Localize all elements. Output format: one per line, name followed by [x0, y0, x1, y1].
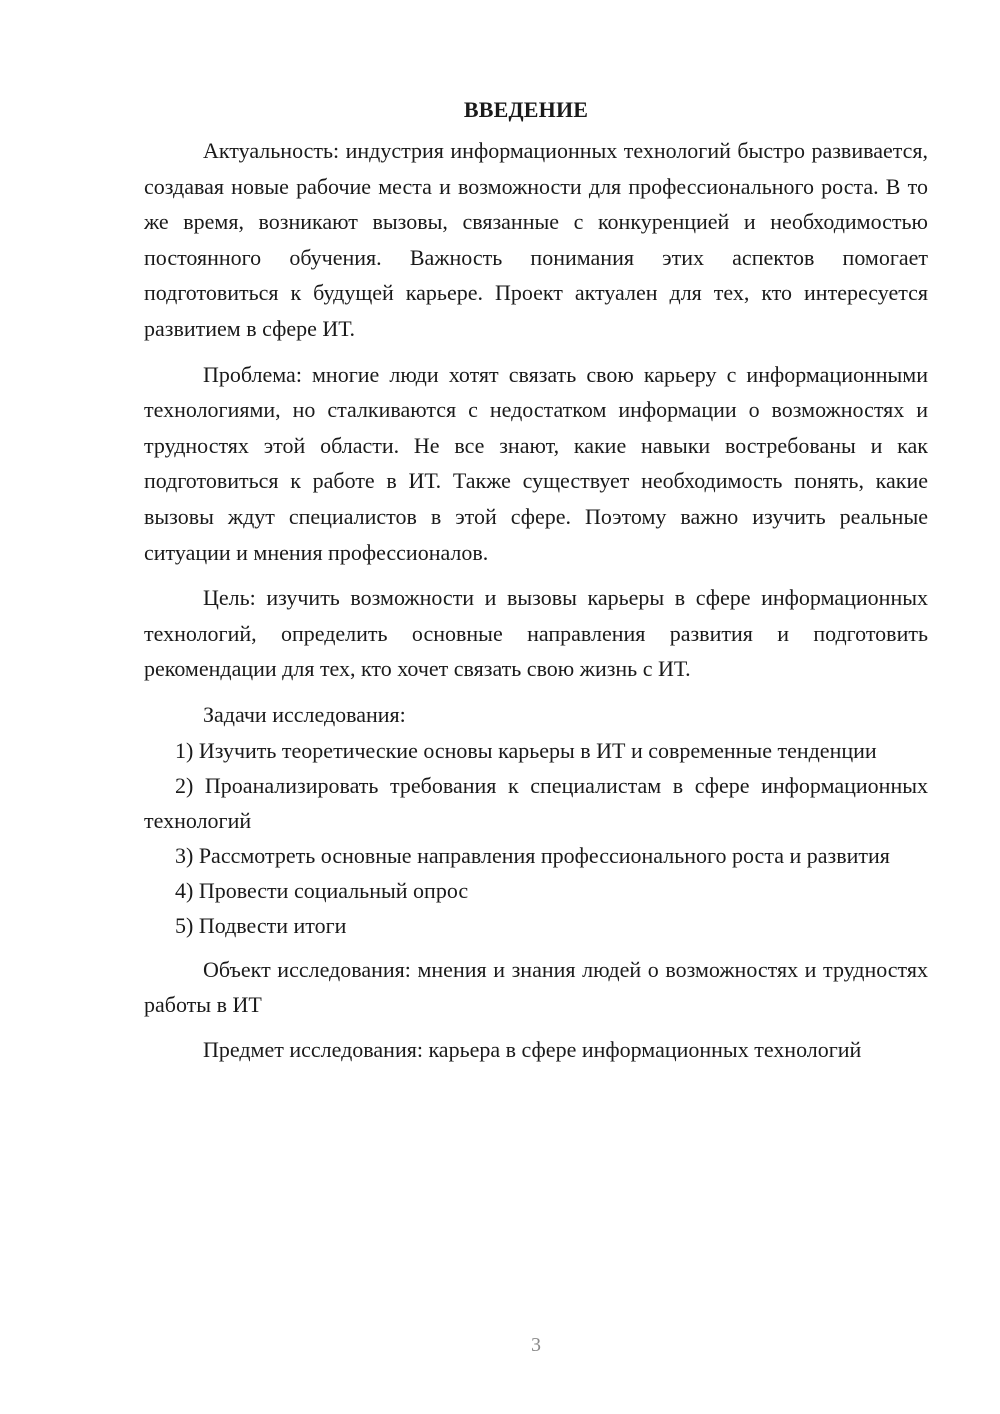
- task-item: 1) Изучить теоретические основы карьеры в ИТ и современные тенденции: [175, 737, 877, 763]
- subject-paragraph: Предмет исследования: карьера в сфере информационных технологий: [203, 1036, 862, 1062]
- problem-paragraph: Проблема: многие люди хотят связать свою карьеру с информационными технологиями, но сталкиваются с недостатком информации о возможностях и трудностях этой области. Не все знают, какие навыки востребованы и как подготовиться к работе в ИТ. Также существует необходимость понять, какие вызовы ждут специалистов в этой сфере. Поэтому важно изучить реальные ситуации и мнения профессионалов.: [144, 361, 928, 565]
- tasks-list: [144, 733, 928, 943]
- tasks-heading: Задачи исследования:: [203, 701, 406, 727]
- goal-paragraph: Цель: изучить возможности и вызовы карьеры в сфере информационных технологий, определить основные направления развития и подготовить рекомендации для тех, кто хочет связать свою жизнь с ИТ.: [144, 585, 928, 682]
- document-page: [144, 92, 928, 1067]
- page-number: [36, 1334, 1000, 1357]
- object-paragraph: Объект исследования: мнения и знания людей о возможностях и трудностях работы в ИТ: [144, 956, 928, 1018]
- task-item: 3) Рассмотреть основные направления профессионального роста и развития: [175, 842, 890, 868]
- section-title: ВВЕДЕНИЕ: [463, 97, 589, 122]
- relevance-paragraph: Актуальность: индустрия информационных технологий быстро развивается, создавая новые рабочие места и возможности для профессионального роста. В то же время, возникают вызовы, связанные с конкуренцией и необходимостью постоянного обучения. Важность понимания этих аспектов помогает подготовиться к будущей карьере. Проект актуален для тех, кто интересуется развитием в сфере ИТ.: [144, 138, 928, 341]
- task-item: 4) Провести социальный опрос: [175, 877, 469, 903]
- task-item: 2) Проанализировать требования к специалистам в сфере информационных технологий: [144, 772, 928, 833]
- page-number-label: 3: [531, 1334, 541, 1356]
- task-item: 5) Подвести итоги: [175, 912, 347, 938]
